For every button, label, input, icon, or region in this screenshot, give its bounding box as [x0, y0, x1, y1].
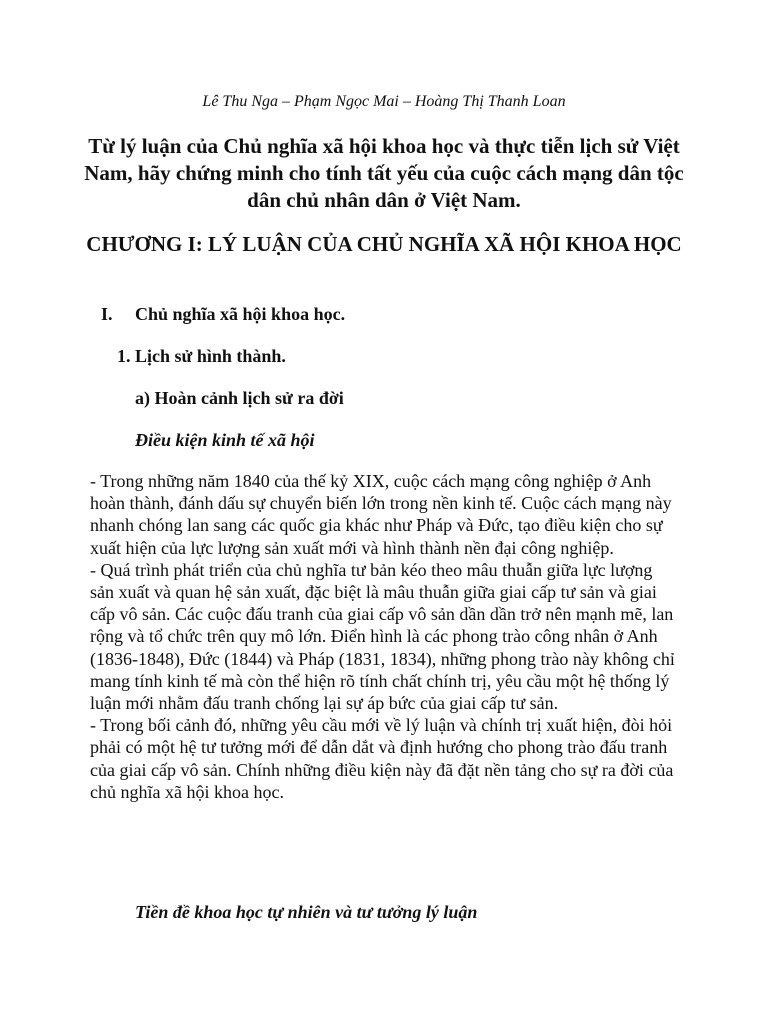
paragraph: - Trong bối cảnh đó, những yêu cầu mới về lý luận và chính trị xuất hiện, đòi hỏi phải có một hệ tư tưởng mới để dẫn dắt và định hướng cho phong trào đấu tranh của giai cấp vô sản. Chính những điều kiện này đã đặt nền tảng cho sự ra đời của chủ nghĩa xã hội khoa học. [90, 715, 674, 802]
body-text [90, 470, 680, 803]
subsection-number: 1. [117, 346, 131, 366]
subsubsection-heading-a: a) Hoàn cảnh lịch sử ra đời [135, 388, 344, 408]
section-heading-1 [101, 303, 345, 325]
heading-science-premises: Tiền đề khoa học tự nhiên và tư tưởng lý luận [135, 902, 478, 922]
chapter-heading: CHƯƠNG I: LÝ LUẬN CỦA CHỦ NGHĨA XÃ HỘI KHOA HỌC [86, 232, 682, 256]
subsection-heading-1 [117, 345, 286, 367]
section-number: I. [101, 304, 113, 324]
section-title: Chủ nghĩa xã hội khoa học. [135, 304, 346, 324]
authors-line: Lê Thu Nga – Phạm Ngọc Mai – Hoàng Thị Thanh Loan [202, 93, 566, 110]
document-title: Từ lý luận của Chủ nghĩa xã hội khoa học và thực tiễn lịch sử Việt Nam, hãy chứng minh cho tính tất yếu của cuộc cách mạng dân tộc dân chủ nhân dân ở Việt Nam. [84, 134, 684, 212]
paragraph: - Trong những năm 1840 của thế kỷ XIX, cuộc cách mạng công nghiệp ở Anh hoàn thành, đánh dấu sự chuyển biến lớn trong nền kinh tế. Cuộc cách mạng này nhanh chóng lan sang các quốc gia khác như Pháp và Đức, tạo điều kiện cho sự xuất hiện của lực lượng sản xuất mới và hình thành nền đại công nghiệp. [90, 471, 672, 558]
paragraph: - Quá trình phát triển của chủ nghĩa tư bản kéo theo mâu thuẫn giữa lực lượng sản xuất và quan hệ sản xuất, đặc biệt là mâu thuẫn giữa giai cấp tư sản và giai cấp vô sản. Các cuộc đấu tranh của giai cấp vô sản dần dần trở nên mạnh mẽ, lan rộng và tổ chức trên quy mô lớn. Điển hình là các phong trào công nhân ở Anh (1836-1848), Đức (1844) và Pháp (1831, 1834), những phong trào này không chỉ mang tính kinh tế mà còn thể hiện rõ tính chất chính trị, yêu cầu một hệ thống lý luận mới nhằm đấu tranh chống lại sự áp bức của giai cấp tư sản. [90, 559, 675, 714]
heading-economic-conditions: Điều kiện kinh tế xã hội [135, 430, 315, 450]
subsection-title: Lịch sử hình thành. [135, 346, 286, 366]
